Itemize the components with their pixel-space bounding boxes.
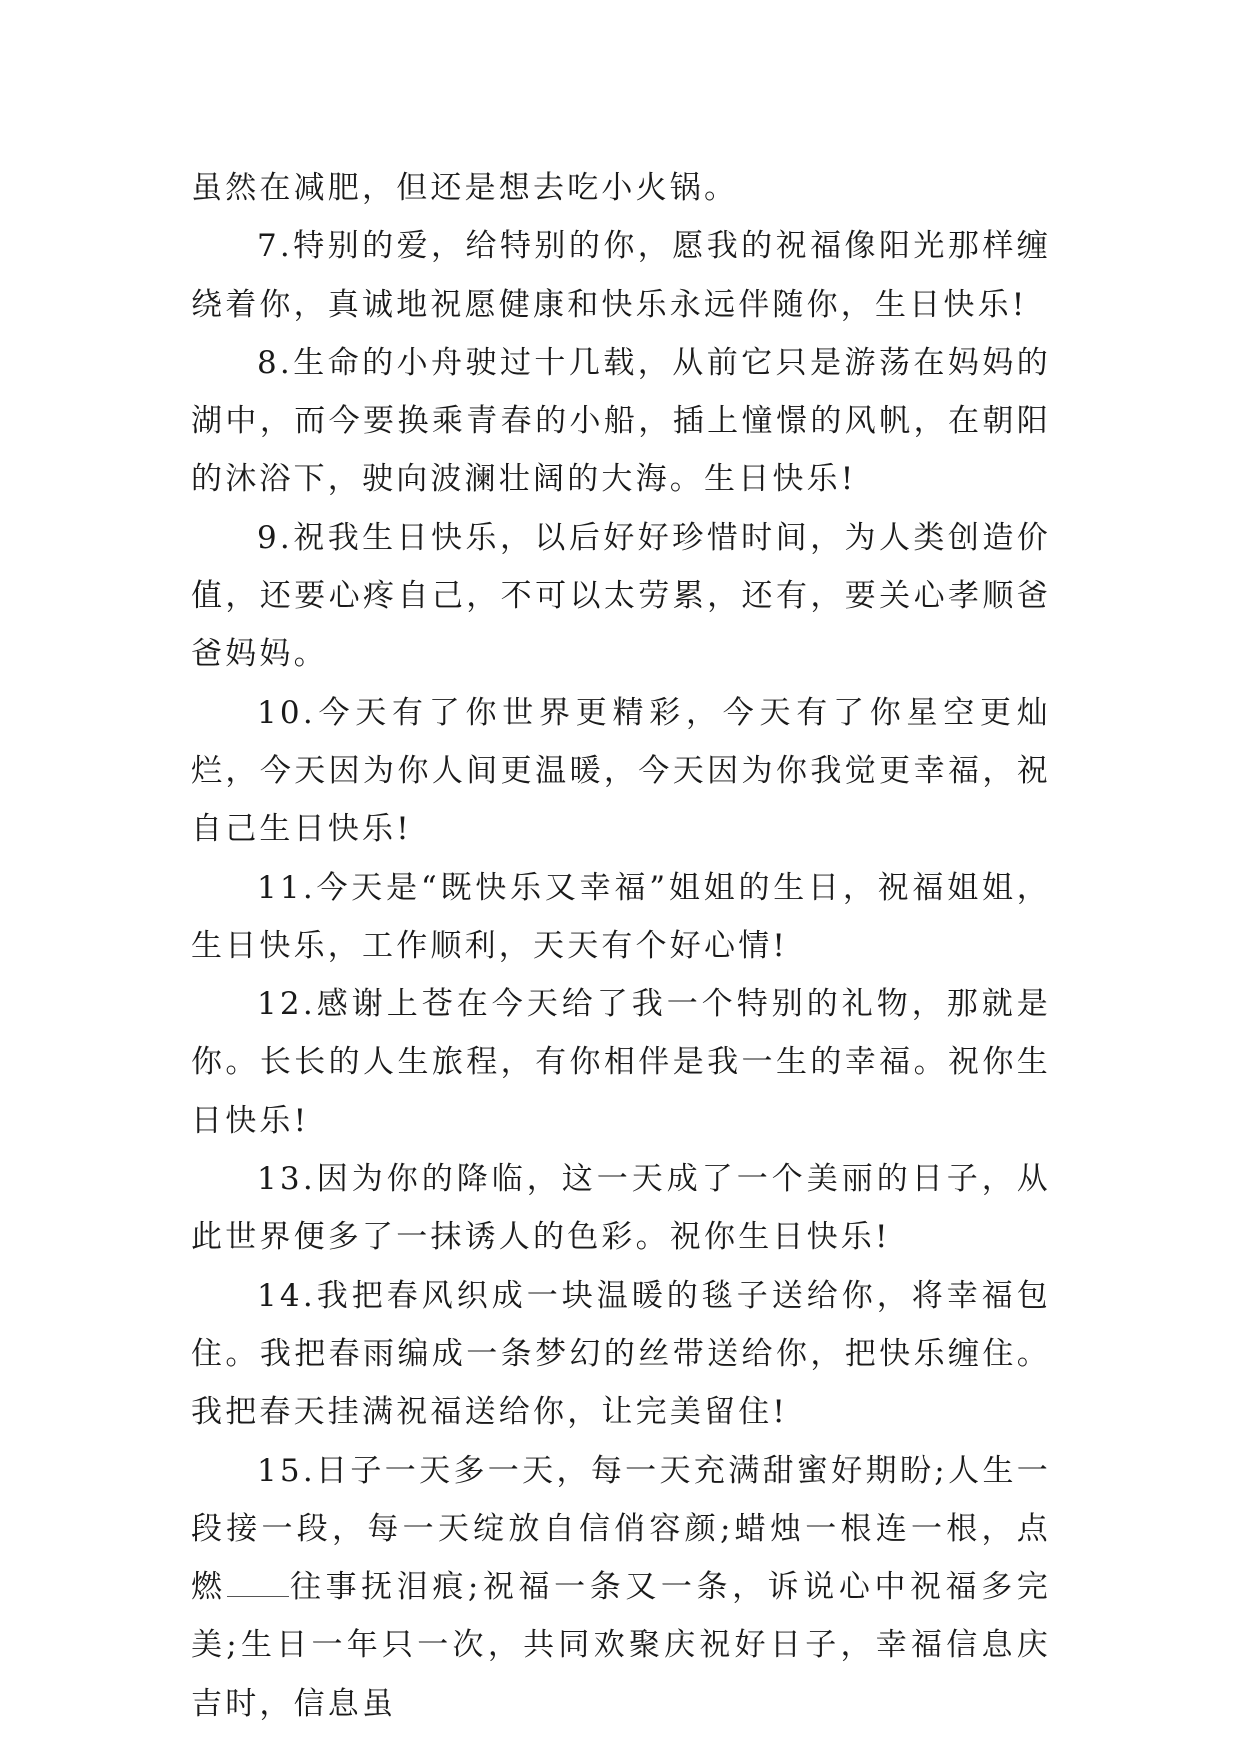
fill-in-blank-line bbox=[227, 1570, 289, 1597]
paragraph-15-text-after-blank: 往事抚泪痕;祝福一条又一条，诉说心中祝福多完美;生日一年只一次，共同欢聚庆祝好日子，幸福信息庆吉时，信息虽 bbox=[191, 1569, 1051, 1722]
document-body bbox=[191, 159, 1051, 1733]
paragraph-15 bbox=[191, 1442, 1051, 1733]
paragraph-8: 8.生命的小舟驶过十几载，从前它只是游荡在妈妈的湖中，而今要换乘青春的小船，插上憧憬的风帆，在朝阳的沐浴下，驶向波澜壮阔的大海。生日快乐! bbox=[191, 344, 1051, 498]
paragraph-12: 12.感谢上苍在今天给了我一个特别的礼物，那就是你。长长的人生旅程，有你相伴是我一生的幸福。祝你生日快乐! bbox=[191, 986, 1051, 1139]
paragraph-6-continuation: 虽然在减肥，但还是想去吃小火锅。 bbox=[191, 170, 739, 206]
paragraph-9: 9.祝我生日快乐，以后好好珍惜时间，为人类创造价值，还要心疼自己，不可以太劳累，还有，要关心孝顺爸爸妈妈。 bbox=[191, 519, 1051, 673]
paragraph-13: 13.因为你的降临，这一天成了一个美丽的日子，从此世界便多了一抹诱人的色彩。祝你生日快乐! bbox=[191, 1161, 1051, 1256]
paragraph-15-text-before-blank: 15.日子一天多一天，每一天充满甜蜜好期盼;人生一段接一段，每一天绽放自信俏容颜;蜡烛一根连一根，点燃 bbox=[191, 1452, 1051, 1606]
paragraph-7: 7.特别的爱，给特别的你，愿我的祝福像阳光那样缠绕着你，真诚地祝愿健康和快乐永远伴随你，生日快乐! bbox=[191, 228, 1051, 323]
paragraph-10: 10.今天有了你世界更精彩，今天有了你星空更灿烂，今天因为你人间更温暖，今天因为你我觉更幸福，祝自己生日快乐! bbox=[191, 694, 1051, 848]
paragraph-14: 14.我把春风织成一块温暖的毯子送给你，将幸福包住。我把春雨编成一条梦幻的丝带送给你，把快乐缠住。我把春天挂满祝福送给你，让完美留住! bbox=[191, 1277, 1051, 1431]
paragraph-11: 11.今天是“既快乐又幸福”姐姐的生日，祝福姐姐，生日快乐，工作顺利，天天有个好心情! bbox=[191, 869, 1051, 964]
